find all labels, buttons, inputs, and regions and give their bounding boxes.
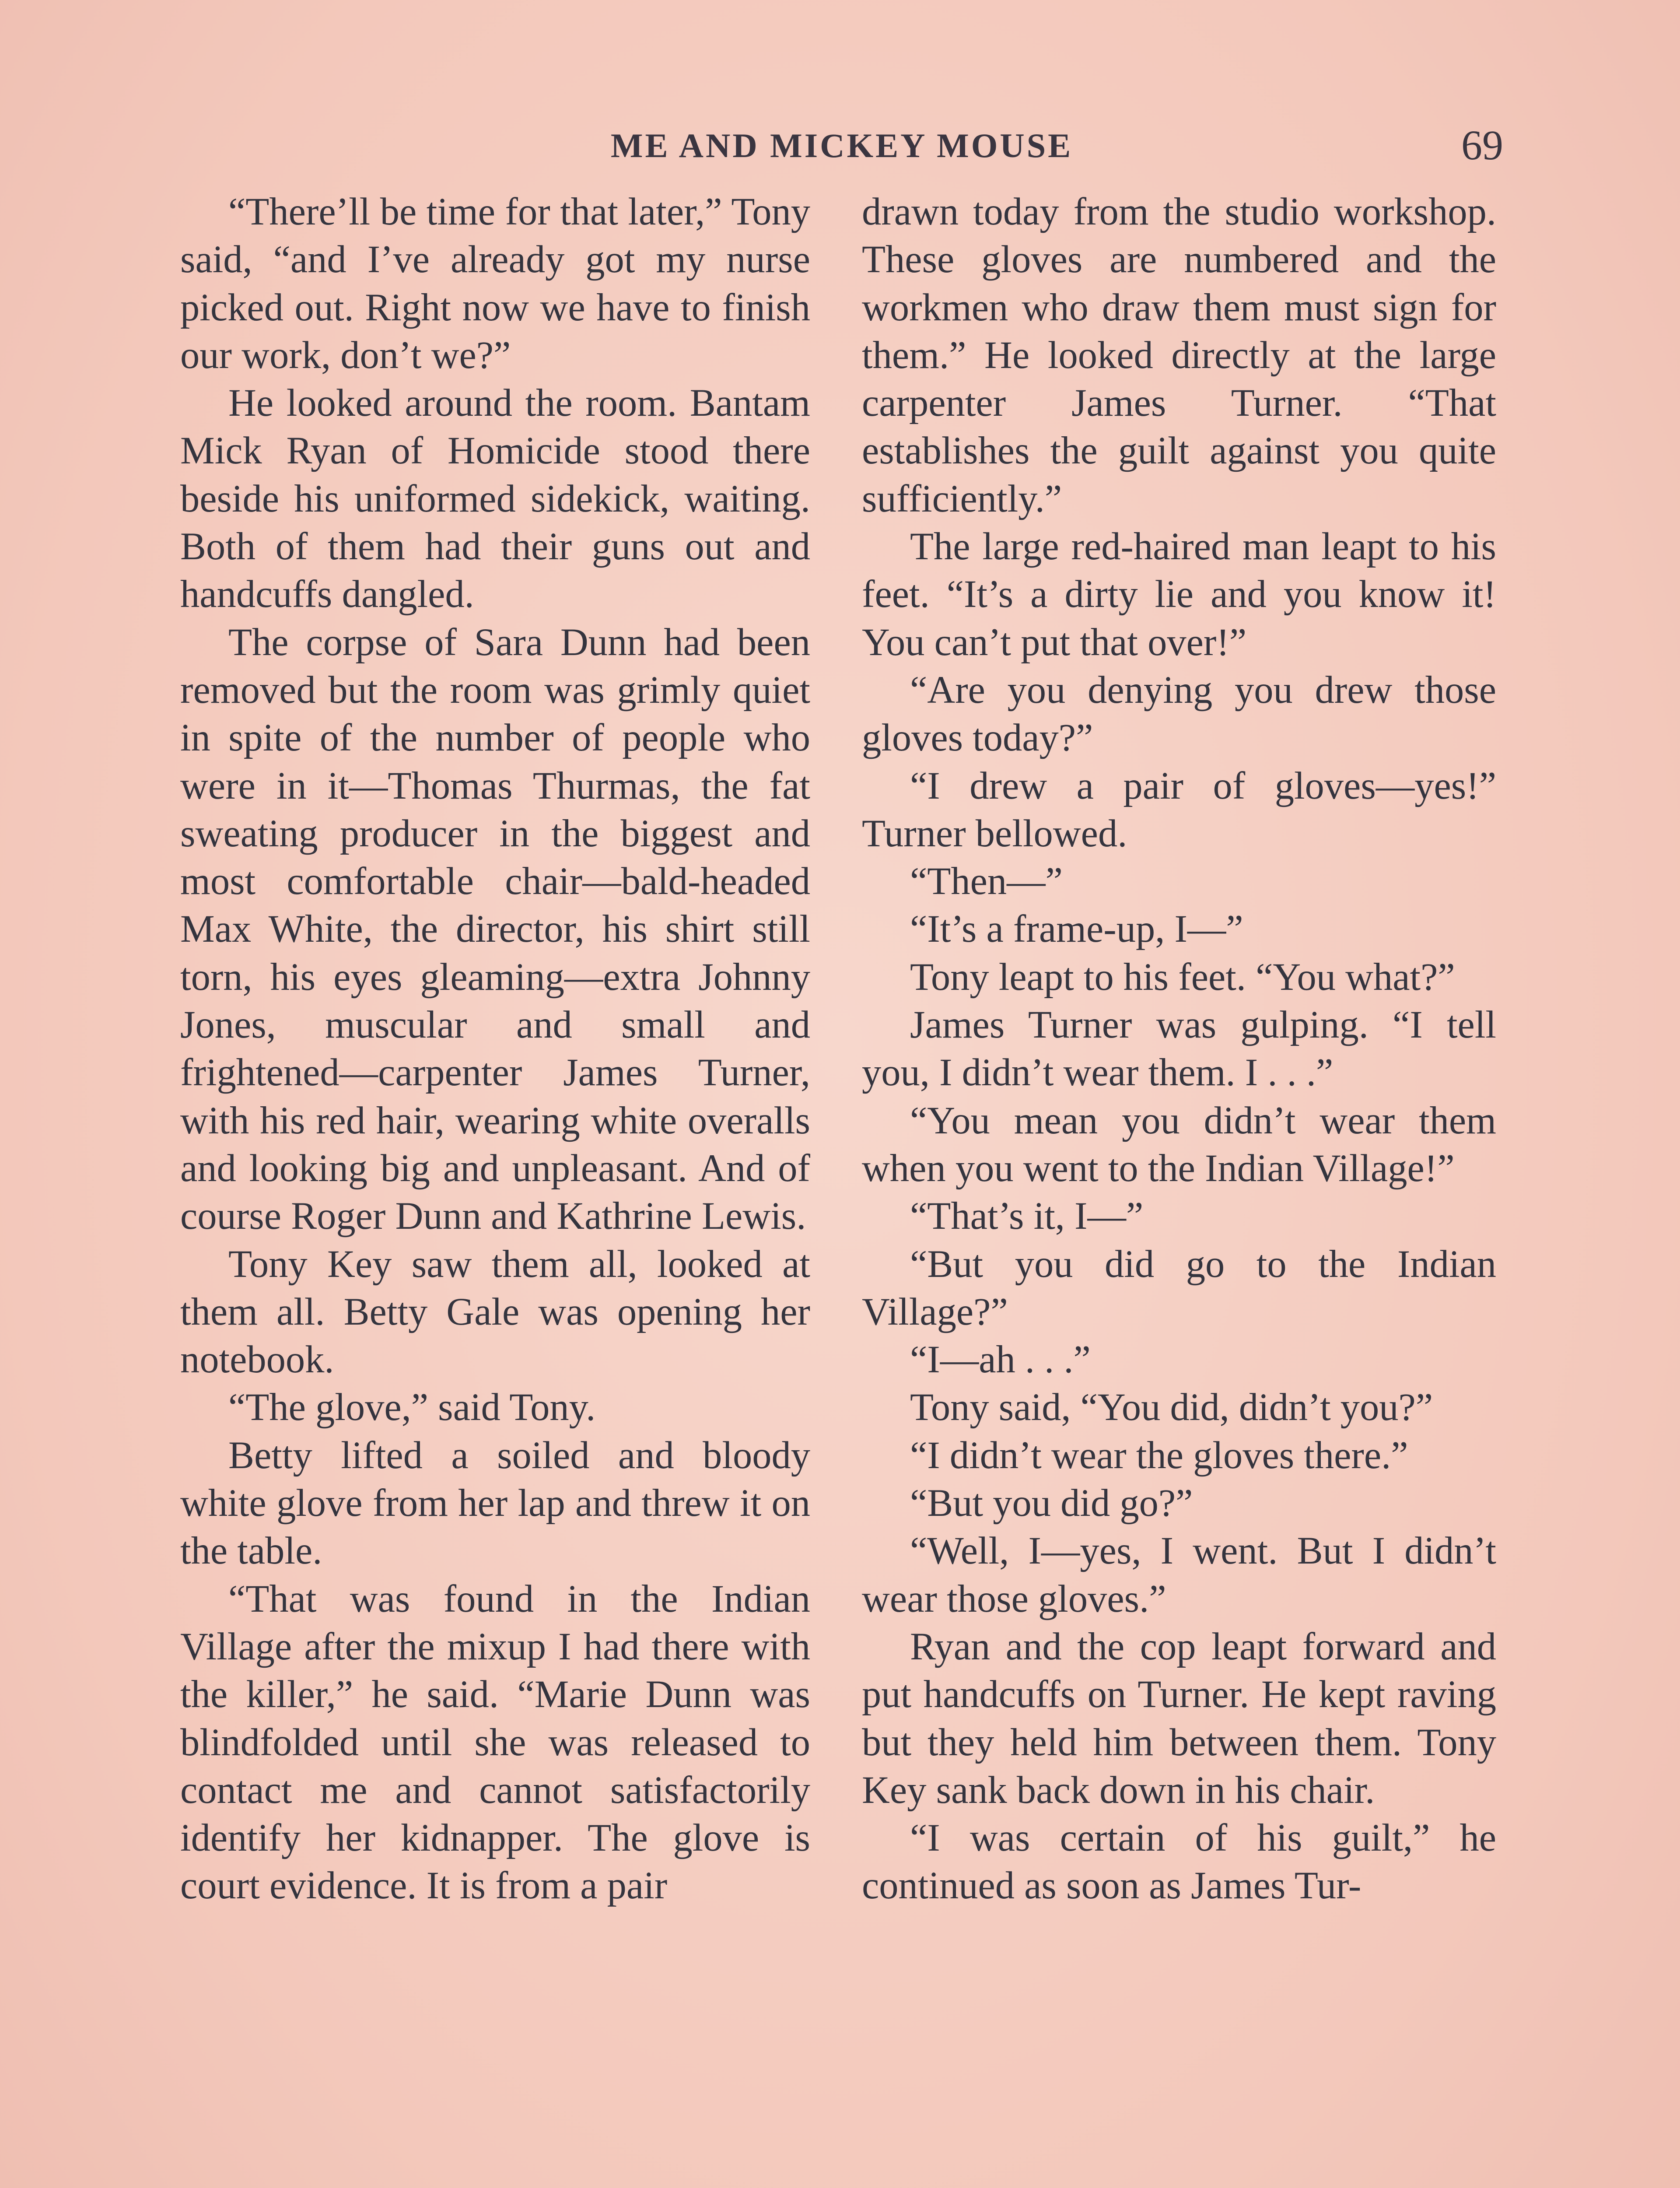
paragraph: “But you did go?” bbox=[910, 1482, 1193, 1525]
paragraph: The corpse of Sara Dunn had been removed but the room was grimly quiet in spite of the number of people who were in it—Thomas Thurmas, the fat sweating producer in the biggest and most comfortable chair—bald-headed Max White, the director, his shirt still torn, his eyes gleaming—extra Johnny Jones, muscular and small and frightened—carpenter James Turner, with his red hair, wearing white overalls and looking big and unpleasant. And of course Roger Dunn and Kathrine Lewis. bbox=[180, 621, 810, 1238]
paragraph: “It’s a frame-up, I—” bbox=[910, 908, 1243, 951]
paragraph: Betty lifted a soiled and bloody white glove from her lap and threw it on the table. bbox=[180, 1434, 810, 1573]
paragraph: “You mean you didn’t wear them when you went to the Indian Village!” bbox=[862, 1099, 1496, 1190]
paragraph: “I—ah . . .” bbox=[910, 1338, 1091, 1382]
paragraph: “That’s it, I—” bbox=[910, 1195, 1144, 1238]
paragraph: The large red-haired man leapt to his feet. “It’s a dirty lie and you know it! You can’t put that over!” bbox=[862, 525, 1496, 664]
paragraph: “There’ll be time for that later,” Tony said, “and I’ve already got my nurse picked out. Right now we have to finish our work, don’t we?” bbox=[180, 190, 810, 377]
paragraph: Tony Key saw them all, looked at them all. Betty Gale was opening her notebook. bbox=[180, 1242, 810, 1382]
paragraph: “That was found in the Indian Village after the mixup I had there with the killer,” he said. “Marie Dunn was blindfolded until she was released to contact me and cannot satisfactorily identify her kidnapper. The glove is court evidence. It is from a pair bbox=[180, 1577, 810, 1907]
paragraph: “The glove,” said Tony. bbox=[228, 1386, 596, 1429]
paragraph: “I didn’t wear the gloves there.” bbox=[910, 1434, 1408, 1477]
running-title: ME AND MICKEY MOUSE bbox=[610, 126, 1073, 165]
paragraph: Ryan and the cop leapt forward and put handcuffs on Turner. He kept raving but they held him between them. Tony Key sank back down in his chair. bbox=[862, 1625, 1496, 1812]
paragraph: “I was certain of his guilt,” he continued as soon as James Tur- bbox=[862, 1816, 1496, 1907]
paragraph: “But you did go to the Indian Village?” bbox=[862, 1242, 1496, 1333]
paragraph: “Are you denying you drew those gloves today?” bbox=[862, 668, 1496, 760]
left-column bbox=[180, 188, 810, 1910]
paragraph: “I drew a pair of gloves—yes!” Turner bellowed. bbox=[862, 764, 1496, 855]
paragraph: “Then—” bbox=[910, 860, 1063, 903]
paragraph: Tony leapt to his feet. “You what?” bbox=[910, 955, 1455, 999]
right-column bbox=[862, 188, 1496, 1910]
paragraph: James Turner was gulping. “I tell you, I didn’t wear them. I . . .” bbox=[862, 1003, 1496, 1094]
paragraph: He looked around the room. Bantam Mick Ryan of Homicide stood there beside his uniformed sidekick, waiting. Both of them had their guns out and handcuffs dangled. bbox=[180, 382, 810, 616]
paragraph: “Well, I—yes, I went. But I didn’t wear those gloves.” bbox=[862, 1529, 1496, 1620]
page-number: 69 bbox=[1461, 122, 1503, 168]
paragraph-continued: drawn today from the studio workshop. These gloves are numbered and the workmen who draw them must sign for them.” He looked directly at the large carpenter James Turner. “That establishes the guilt against you quite sufficiently.” bbox=[862, 190, 1496, 520]
paragraph: Tony said, “You did, didn’t you?” bbox=[910, 1386, 1433, 1429]
page-header bbox=[180, 117, 1503, 170]
